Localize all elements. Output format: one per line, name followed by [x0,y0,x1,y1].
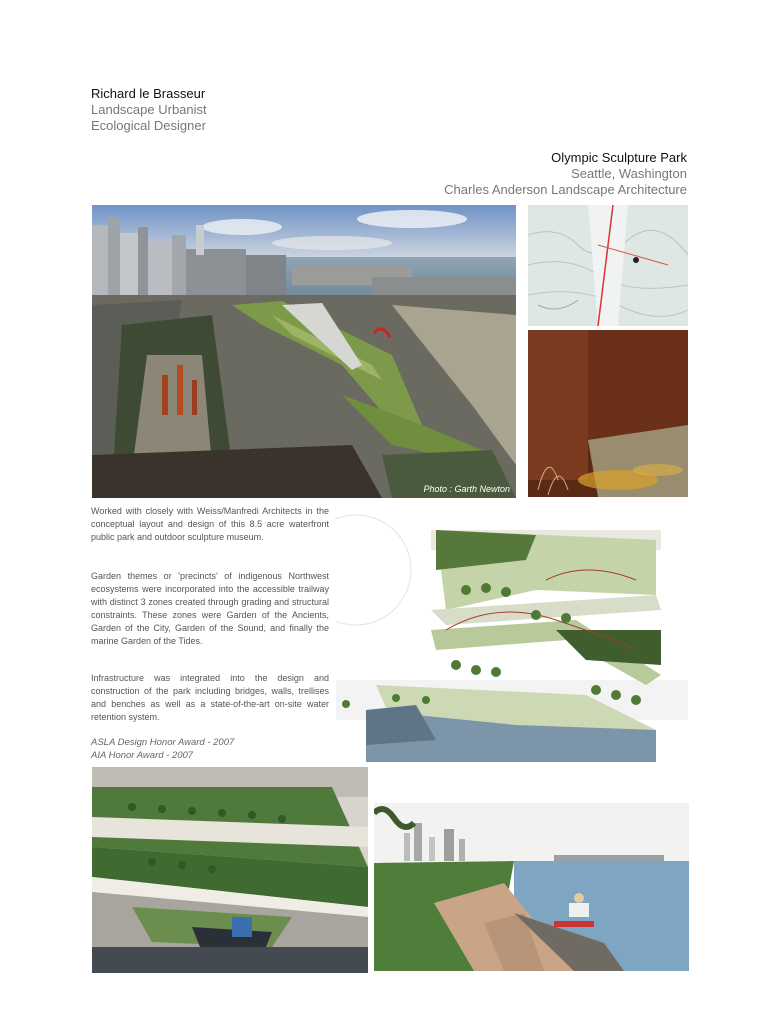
description-paragraph-1: Worked with closely with Weiss/Manfredi Architects in the conceptual layout and design of this 8.5 acre waterfront public park and outdoor sculpture museum. [91,506,329,542]
site-plan-drawing [336,500,688,762]
project-firm: Charles Anderson Landscape Architecture [444,182,687,197]
award-asla: ASLA Design Honor Award - 2007 [91,737,235,748]
description-paragraph-2: Garden themes or 'precincts' of indigenous Northwest ecosystems were incorporated into the accessible trailway with distinct 3 zones created through grading and structural constraints. These zones were Garden of the Ancients, Garden of the City, Garden of the Sound, and finally the marine Garden of the Tides. [91,571,329,646]
physical-model-photo [92,767,368,973]
description-paragraph-3: Infrastructure was integrated into the design and construction of the park including bridges, walls, trellises and benches as well as a state-of-the-art on-site water retention system. [91,673,329,722]
steel-sculpture-image [528,330,688,497]
project-title: Olympic Sculpture Park [551,150,687,165]
hero-photo-caption: Photo : Garth Newton [423,484,510,494]
waterfront-rendering [374,803,689,971]
author-name: Richard le Brasseur [91,86,206,101]
award-aia: AIA Honor Award - 2007 [91,750,194,761]
site-map-image [528,205,688,326]
hero-aerial-photo [92,205,516,498]
author-role-2: Ecological Designer [91,118,206,133]
author-role-1: Landscape Urbanist [91,102,207,117]
project-location: Seattle, Washington [571,166,687,181]
